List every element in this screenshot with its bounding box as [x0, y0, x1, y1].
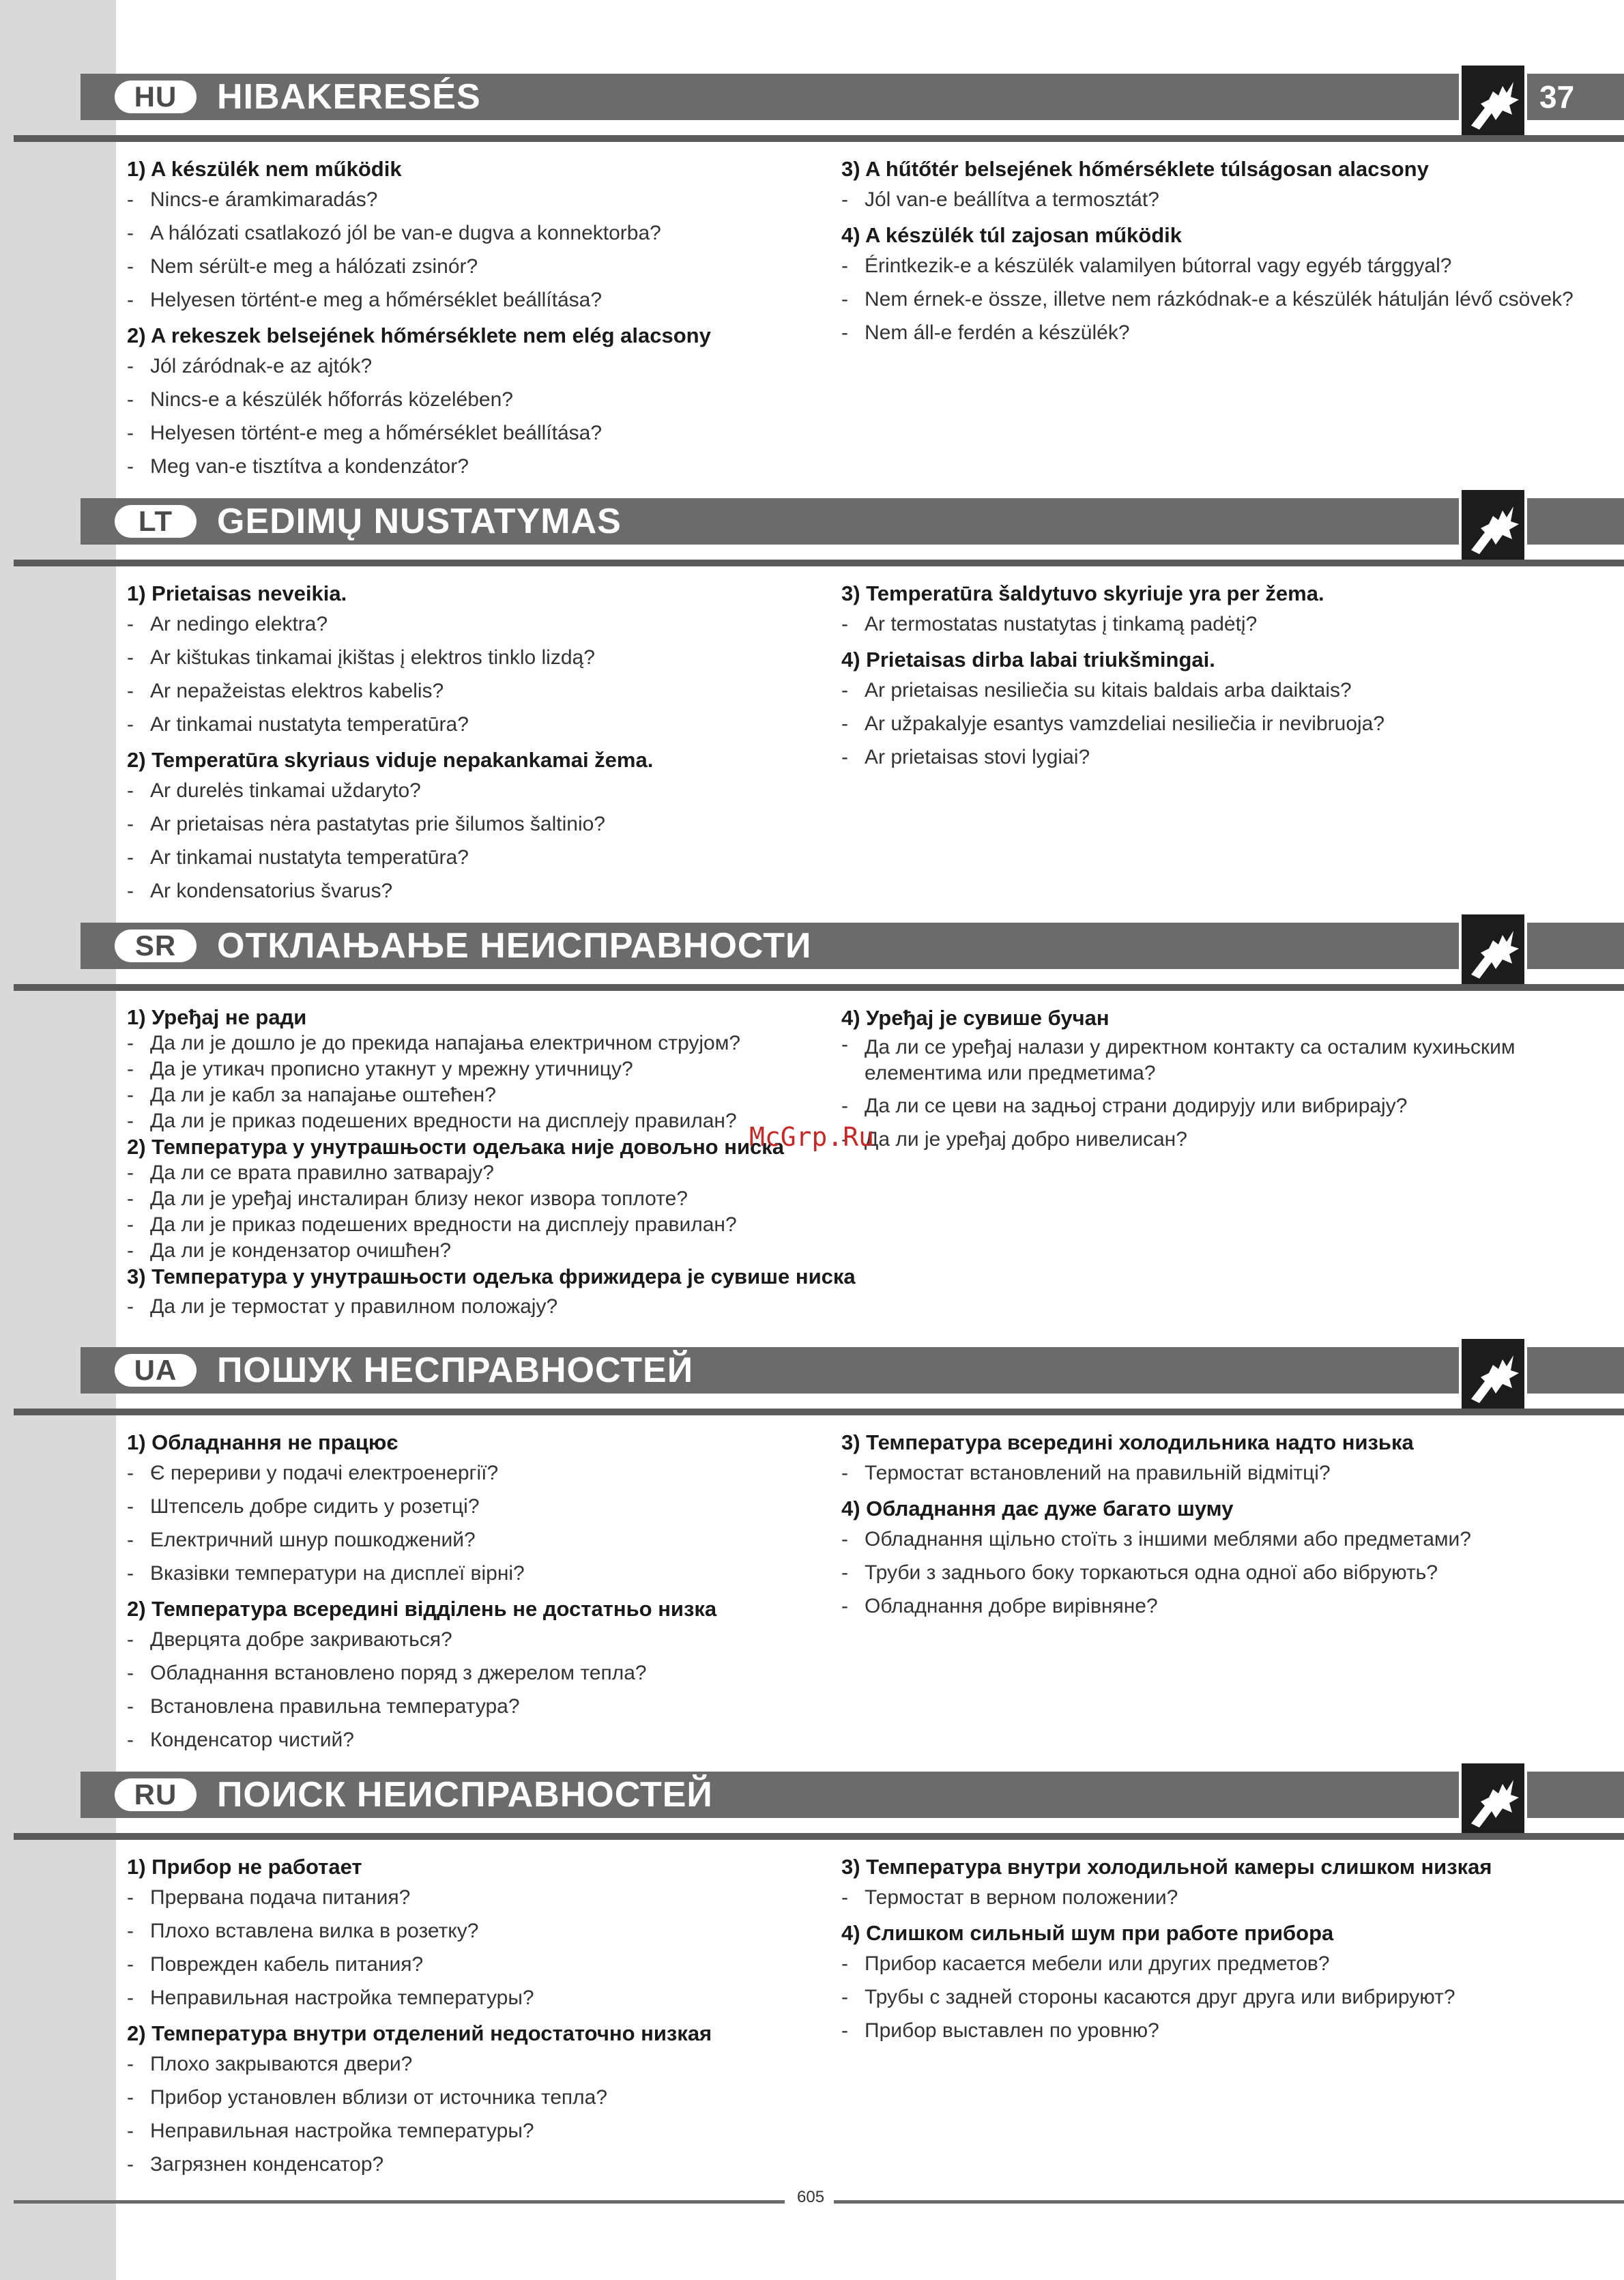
section-ru	[0, 1772, 1624, 2188]
check-item: - Штепсель добре сидить у розетці?	[127, 1490, 809, 1523]
check-item: - Ar nepažeistas elektros kabelis?	[127, 674, 809, 708]
check-item: - Helyesen történt-e meg a hőmérséklet beállítása?	[127, 283, 809, 317]
check-item: - A hálózati csatlakozó jól be van-e dugva a konnektorba?	[127, 216, 809, 250]
section-hu	[0, 74, 1624, 490]
section-title: GEDIMŲ NUSTATYMAS	[217, 502, 622, 541]
check-item: - Да ли је приказ подешених вредности на дисплеју правилан?	[127, 1108, 809, 1134]
check-item: - Термостат в верном положении?	[841, 1881, 1524, 1914]
check-item: - Jól záródnak-e az ajtók?	[127, 349, 809, 383]
check-item: - Jól van-e beállítva a termosztát?	[841, 183, 1524, 216]
check-item: - Труби з заднього боку торкаються одна одної або вібрують?	[841, 1556, 1524, 1589]
problem-heading: 1) Prietaisas neveikia.	[127, 581, 347, 605]
problem-heading: 1) Обладнання не працює	[127, 1430, 398, 1454]
check-item: - Да је утикач прописно утакнут у мрежну утичницу?	[127, 1056, 809, 1082]
check-item: - Nincs-e a készülék hőforrás közelében?	[127, 383, 809, 416]
section-ua	[0, 1347, 1624, 1763]
right-column	[841, 156, 1574, 349]
check-item: - Ar kištukas tinkamai įkištas į elektros tinklo lizdą?	[127, 641, 809, 674]
problem-heading: 4) Уређај је сувише бучан	[841, 1006, 1110, 1030]
check-item: - Плохо закрываются двери?	[127, 2047, 809, 2081]
check-item: - Nincs-e áramkimaradás?	[127, 183, 809, 216]
section-title: ПОИСК НЕИСПРАВНОСТЕЙ	[217, 1775, 713, 1815]
right-column	[841, 1005, 1524, 1156]
problem-heading: 4) Prietaisas dirba labai triukšmingai.	[841, 648, 1215, 672]
check-item: - Ar prietaisas nesiliečia su kitais baldais arba daiktais?	[841, 674, 1524, 707]
check-item: - Nem érnek-e össze, illetve nem rázkódnak-e a készülék hátulján lévő csövek?	[841, 283, 1524, 316]
check-item: - Meg van-e tisztítva a kondenzátor?	[127, 450, 809, 483]
problem-heading: 3) Temperatūra šaldytuvo skyriuje yra per žema.	[841, 581, 1324, 605]
check-item: - Неправильная настройка температуры?	[127, 1981, 809, 2015]
language-code-badge: RU	[115, 1778, 197, 1811]
check-item: - Ar prietaisas stovi lygiai?	[841, 740, 1524, 774]
section-rule	[14, 984, 1624, 991]
problem-heading: 1) Прибор не работает	[127, 1855, 362, 1879]
check-item: - Обладнання встановлено поряд з джерелом тепла?	[127, 1656, 809, 1690]
check-item: - Да ли се уређај налази у директном контакту са осталим кухињским елементима или предметима?	[841, 1032, 1524, 1089]
check-item: - Да ли је термостат у правилном положају?	[127, 1290, 809, 1323]
check-item: - Érintkezik-e a készülék valamilyen bútorral vagy egyéb tárggyal?	[841, 249, 1524, 283]
section-rule	[14, 560, 1624, 566]
section-lt	[0, 498, 1624, 914]
right-column	[841, 1853, 1524, 2047]
troubleshooting-icon	[1462, 1339, 1524, 1411]
check-item: - Неправильная настройка температуры?	[127, 2114, 809, 2148]
right-column	[841, 1429, 1524, 1623]
footer-rule-right	[834, 2200, 1624, 2204]
problem-heading: 3) Температура всередині холодильника надто низька	[841, 1430, 1414, 1454]
check-item: - Конденсатор чистий?	[127, 1723, 809, 1757]
check-item: - Прибор установлен вблизи от источника тепла?	[127, 2081, 809, 2114]
check-item: - Дверцята добре закриваються?	[127, 1623, 809, 1656]
section-title: HIBAKERESÉS	[217, 77, 481, 117]
problem-heading: 1) A készülék nem működik	[127, 157, 402, 181]
check-item: - Прибор касается мебели или других предметов?	[841, 1947, 1524, 1980]
check-item: - Да ли је уређај инсталиран близу неког извора топлоте?	[127, 1186, 809, 1212]
check-item: - Прибор выставлен по уровню?	[841, 2014, 1524, 2047]
check-item: - Ar nedingo elektra?	[127, 607, 809, 641]
language-code-badge: SR	[115, 929, 197, 962]
check-item: - Да ли се врата правилно затварају?	[127, 1160, 809, 1186]
language-code-badge: UA	[115, 1354, 197, 1387]
check-item: - Да ли је кондензатор очишћен?	[127, 1238, 809, 1264]
left-column	[127, 580, 809, 908]
page-number: 37	[1539, 79, 1575, 115]
language-code-badge: HU	[115, 81, 197, 113]
check-item: - Є перериви у подачі електроенергії?	[127, 1456, 809, 1490]
troubleshooting-icon	[1462, 914, 1524, 987]
check-item: - Да ли је уређај добро нивелисан?	[841, 1123, 1524, 1156]
problem-heading: 3) Температура внутри холодильной камеры слишком низкая	[841, 1855, 1492, 1879]
problem-heading: 2) Температура всередині відділень не достатньо низка	[127, 1597, 717, 1621]
check-item: - Nem áll-e ferdén a készülék?	[841, 316, 1524, 349]
section-header-tail	[1527, 1347, 1624, 1394]
check-item: - Да ли је дошло је до прекида напајања електричном струјом?	[127, 1030, 809, 1056]
check-item: - Да ли се цеви на задњој страни додирују или вибрирају?	[841, 1089, 1524, 1123]
section-rule	[14, 135, 1624, 142]
left-column	[127, 1429, 809, 1757]
footer-page-number: 605	[797, 2188, 825, 2206]
check-item: - Встановлена правильна температура?	[127, 1690, 809, 1723]
problem-heading: 1) Уређај не ради	[127, 1005, 307, 1029]
check-item: - Вказівки температури на дисплеї вірні?	[127, 1557, 809, 1590]
check-item: - Трубы с задней стороны касаются друг друга или вибрируют?	[841, 1980, 1524, 2014]
section-title: ОТКЛАЊАЊЕ НЕИСПРАВНОСТИ	[217, 926, 812, 966]
check-item: - Helyesen történt-e meg a hőmérséklet beállítása?	[127, 416, 809, 450]
check-item: - Плохо вставлена вилка в розетку?	[127, 1914, 809, 1948]
check-item: - Обладнання щільно стоїть з іншими меблями або предметами?	[841, 1523, 1524, 1556]
check-item: - Nem sérült-e meg a hálózati zsinór?	[127, 250, 809, 283]
check-item: - Ar kondensatorius švarus?	[127, 874, 809, 908]
footer-rule-left	[14, 2200, 785, 2204]
left-column	[127, 1853, 809, 2181]
check-item: - Термостат встановлений на правильній відмітці?	[841, 1456, 1524, 1490]
section-header-tail	[1527, 498, 1624, 545]
watermark-text: McGrp.Ru	[749, 1122, 875, 1152]
problem-heading: 2) Температура у унутрашњости одељака није довољно ниска	[127, 1135, 785, 1159]
problem-heading: 3) A hűtőtér belsejének hőmérséklete túlságosan alacsony	[841, 157, 1429, 181]
check-item: - Поврежден кабель питания?	[127, 1948, 809, 1981]
check-item: - Загрязнен конденсатор?	[127, 2148, 809, 2181]
check-item: - Обладнання добре вирівняне?	[841, 1589, 1524, 1623]
check-item: - Да ли је кабл за напајање оштећен?	[127, 1082, 809, 1108]
left-column	[127, 156, 809, 483]
section-rule	[14, 1833, 1624, 1840]
check-item: - Ar tinkamai nustatyta temperatūra?	[127, 841, 809, 874]
check-item: - Ar užpakalyje esantys vamzdeliai nesiliečia ir nevibruoja?	[841, 707, 1524, 740]
right-column	[841, 580, 1524, 774]
problem-heading: 4) Слишком сильный шум при работе прибора	[841, 1921, 1334, 1945]
troubleshooting-icon	[1462, 490, 1524, 562]
check-item: - Ar tinkamai nustatyta temperatūra?	[127, 708, 809, 741]
check-item: - Електричний шнур пошкоджений?	[127, 1523, 809, 1557]
check-item: - Ar termostatas nustatytas į tinkamą padėtį?	[841, 607, 1524, 641]
problem-heading: 3) Температура у унутрашњости одељка фрижидера је сувише ниска	[127, 1265, 856, 1288]
section-header-tail	[1527, 923, 1624, 969]
section-title: ПОШУК НЕСПРАВНОСТЕЙ	[217, 1351, 694, 1390]
check-item: - Да ли је приказ подешених вредности на дисплеју правилан?	[127, 1212, 809, 1238]
troubleshooting-icon	[1462, 1763, 1524, 1836]
problem-heading: 2) A rekeszek belsejének hőmérséklete nem elég alacsony	[127, 323, 711, 347]
check-item: - Ar prietaisas nėra pastatytas prie šilumos šaltinio?	[127, 807, 809, 841]
language-code-badge: LT	[115, 505, 197, 538]
section-rule	[14, 1409, 1624, 1415]
check-item: - Ar durelės tinkamai uždaryto?	[127, 774, 809, 807]
problem-heading: 2) Температура внутри отделений недостаточно низкая	[127, 2021, 712, 2045]
section-header-tail	[1527, 1772, 1624, 1818]
problem-heading: 4) Обладнання дає дуже багато шуму	[841, 1497, 1234, 1520]
troubleshooting-icon	[1462, 66, 1524, 138]
problem-heading: 2) Temperatūra skyriaus viduje nepakankamai žema.	[127, 748, 654, 772]
problem-heading: 4) A készülék túl zajosan működik	[841, 223, 1183, 247]
check-item: - Прервана подача питания?	[127, 1881, 809, 1914]
